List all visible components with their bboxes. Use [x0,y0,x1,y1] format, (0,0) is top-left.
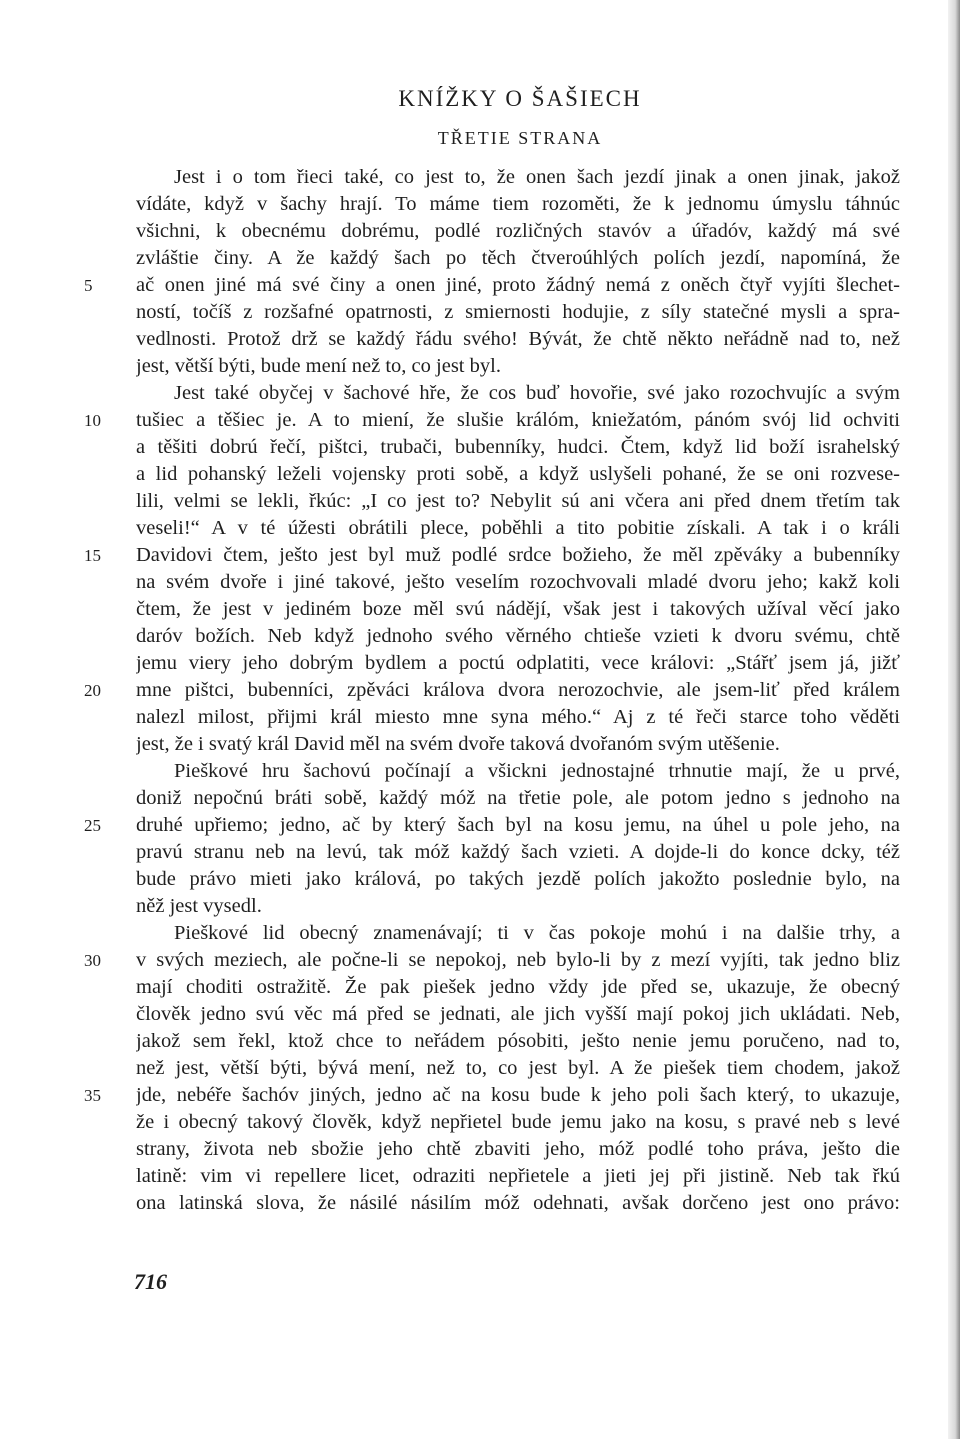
page-number: 716 [134,1269,167,1294]
section-title: TŘETIE STRANA [437,128,603,148]
text-line: doniž nepočnú bráti sobě, každý móž na třetie pole, ale potom jedno s jednoho na [136,787,900,809]
text-line: Jest také obyčej v šachové hře, že cos buď hovořie, své jako rozochvujíc a svým [174,382,900,404]
page-edge-shadow [948,0,960,1439]
text-line: daróv božích. Neb když jednoho svého věrného chtieše vzieti k dvoru svému, chtě [136,625,900,647]
text-line: pravú stranu neb na levú, tak móž každý šach vzieti. A dojde-li do konce dcky, též [136,841,900,863]
text-line: veseli!“ A v té úžesti obrátili plece, poběhli a tito pobitie získali. A tak i o králi [136,517,900,539]
line-number: 35 [84,1086,101,1105]
line-number: 5 [84,276,93,295]
line-number: 10 [84,411,101,430]
text-line: ností, točíš z rozšafné opatrnosti, z smiernosti hodujie, z síly statečné mysli a spra- [136,301,900,323]
text-line: jest, větší býti, bude mení než to, co jest byl. [136,355,501,377]
line-number: 25 [84,816,101,835]
text-line: jest, že i svatý král David měl na svém dvoře taková dvořanóm svým utěšenie. [136,733,780,755]
text-line: latině: vim vi repellere licet, odraziti nepřietele a jieti jej při jistině. Neb tak řkú [136,1165,900,1187]
text-line: a těšiti dobrú řečí, pištci, trubači, bubenníky, hudci. Čtem, když lid boží israhelský [136,436,900,458]
line-number: 30 [84,951,101,970]
text-line: čtem, že jest v jediném boze měl svú nádějí, však jest i takových užíval věcí jako [136,598,900,620]
line-number: 20 [84,681,101,700]
text-line: Pieškové lid obecný znamenávají; ti v čas pokoje mohú i na dalšie trhy, a [174,922,900,944]
text-line: v svých meziech, ale počne-li se nepokoj, neb bylo-li by z mezí vyjíti, tak jedno bliz [136,949,900,971]
text-line: nalezl milost, přijmi král miesto mne syna mého.“ Aj z té řeči starce toho věděti [136,706,900,728]
text-line: Jest i o tom řieci také, co jest to, že onen šach jezdí jinak a onen jinak, jakož [174,166,900,188]
text-line: něž jest vysedl. [136,895,262,917]
text-line: zvláštie činy. A že každý šach po těch čtveroúhlých polích jezdí, napomíná, že [136,247,900,269]
text-line: mají choditi ostražitě. Že pak piešek jedno vždy jde před se, ukazuje, že obecný [136,976,900,998]
text-line: a lid pohanský leželi vojensky proti sobě, a když uslyšeli pohané, že se oni rozvese- [136,463,900,485]
text-line: ona latinská slova, že násilé násilím móž odehnati, avšak dorčeno jest ono právo: [136,1192,900,1214]
text-line: mne pištci, bubenníci, zpěváci králova dvora nerozochvie, ale jsem-liť před králem [136,679,900,701]
text-line: než jest, větší býti, bývá mení, než to, co jest byl. A že piešek tiem chodem, jakož [136,1057,900,1079]
text-line: jakož sem řekl, ktož chce to neřádem pósobiti, ješto nenie jemu poručeno, nad to, [136,1030,900,1052]
text-line: strany, života neb sbožie jeho chtě zbaviti jeho, móž podlé toho práva, ješto die [136,1138,900,1160]
line-number: 15 [84,546,101,565]
text-line: Davidovi čtem, ješto jest byl muž podlé srdce božieho, že měl zpěváky a bubenníky [136,544,900,566]
text-line: jemu viery jeho dobrým bydlem a poctú odplatiti, vece královi: „Stářť jsem já, jižť [136,652,900,674]
running-title: KNÍŽKY O ŠAŠIECH [398,86,642,111]
text-line: vídáte, když v šachy hrají. To máme tiem rozoměti, že k jednomu úmyslu táhnúc [136,193,900,215]
text-line: druhé upřiemo; jedno, ač by který šach byl na kosu jemu, na úhel u pole jeho, na [136,814,900,836]
text-line: na svém dvoře i jiné takové, ješto veselím rozochvovali mladé dvoru jeho; kakž koli [136,571,900,593]
text-line: všichni, k obecnému dobrému, podlé rozličných stavóv a úřadóv, každý má své [136,220,900,242]
text-line: že i obecný takový člověk, když nepřietel bude jemu jako na kosu, s pravé neb s levé [136,1111,900,1133]
text-line: člověk jedno svú věc má před se jednati, ale jich vyšší mají pokoj jich ukládati. Neb, [136,1003,900,1025]
text-line: Pieškové hru šachovú počínají a všickni jednostajné trhnutie mají, že u prvé, [174,760,900,782]
text-line: bude právo mieti jako králová, po takých jezdě polích jakožto poslednie bylo, na [136,868,900,890]
text-line: tušiec a těšiec je. A to miení, že slušie králóm, kniežatóm, pánóm svój lid ochviti [136,409,900,431]
text-line: ač onen jiné má své činy a onen jiné, proto žádný nemá z oněch čtyř vyjíti šlechet- [136,274,900,296]
text-line: vedlnosti. Protož drž se každý řádu svého! Bývát, že chtě někto neřádně nad to, než [136,328,900,350]
text-line: jde, nebéře šachóv jiných, jedno ač na kosu bude k jeho poli šach který, to ukazuje, [136,1084,900,1106]
text-line: lili, velmi se lekli, řkúc: „I co jest to? Nebylit sú ani včera ani před dnem třetím tak [136,490,900,512]
